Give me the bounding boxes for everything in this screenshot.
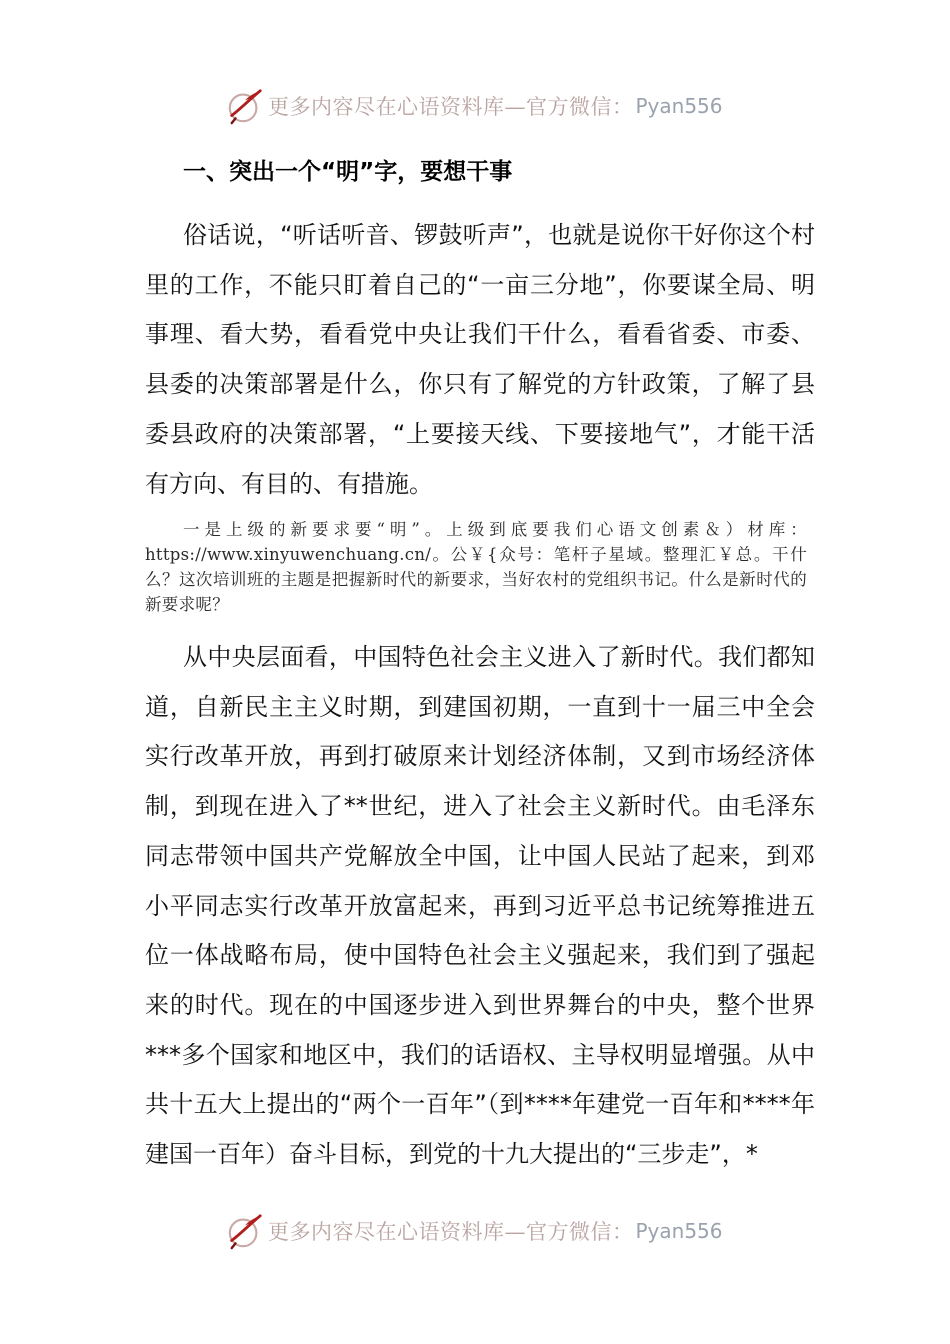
- watermark-text: 更多内容尽在心语资料库—官方微信：: [268, 1220, 634, 1244]
- quill-pen-logo-icon: [226, 87, 264, 125]
- header-watermark: [226, 86, 723, 126]
- footer-watermark: [226, 1211, 723, 1251]
- watermark-text: 更多内容尽在心语资料库—官方微信：: [268, 95, 634, 119]
- body-paragraph-2: 从中央层面看，中国特色社会主义进入了新时代。我们都知道，自新民主主义时期，到建国初期，一直到十一届三中全会实行改革开放，再到打破原来计划经济体制，又到市场经济体制，到现在进入了**世纪，进入了社会主义新时代。由毛泽东同志带领中国共产党解放全中国，让中国人民站了起来，到邓小平同志实行改革开放富起来，再到习近平总书记统筹推进五位一体战略布局，使中国特色社会主义强起来，我们到了强起来的时代。现在的中国逐步进入到世界舞台的中央，整个世界***多个国家和地区中，我们的话语权、主导权明显增强。从中共十五大上提出的“两个一百年”（到****年建党一百年和****年建国一百年）奋斗目标，到党的十九大提出的“三步走”，*: [145, 643, 815, 1169]
- watermark-wechat-id: Pyan556: [635, 94, 723, 118]
- body-paragraph-1: 俗话说，“听话听音、锣鼓听声”，也就是说你干好你这个村里的工作，不能只盯着自己的“一亩三分地”，你要谋全局、明事理、看大势，看看党中央让我们干什么，看看省委、市委、县委的决策部署是什么，你只有了解党的方针政策，了解了县委县政府的决策部署，“上要接天线、下要接地气”，才能干活有方向、有目的、有措施。: [145, 221, 815, 498]
- body-note-paragraph: 一是上级的新要求要“明”。上级到底要我们心语文创素＆）材库：https://www.xinyuwenchuang.cn/。公￥{众号：笔杆子星域。整理汇￥总。干什么？这次培训班的主题是把握新时代的新要求，当好农村的党组织书记。什么是新时代的新要求呢？: [145, 520, 807, 614]
- quill-pen-logo-icon: [226, 1212, 264, 1250]
- watermark-wechat-id: Pyan556: [635, 1219, 723, 1243]
- section-heading: 一、突出一个“明”字，要想干事: [183, 159, 513, 185]
